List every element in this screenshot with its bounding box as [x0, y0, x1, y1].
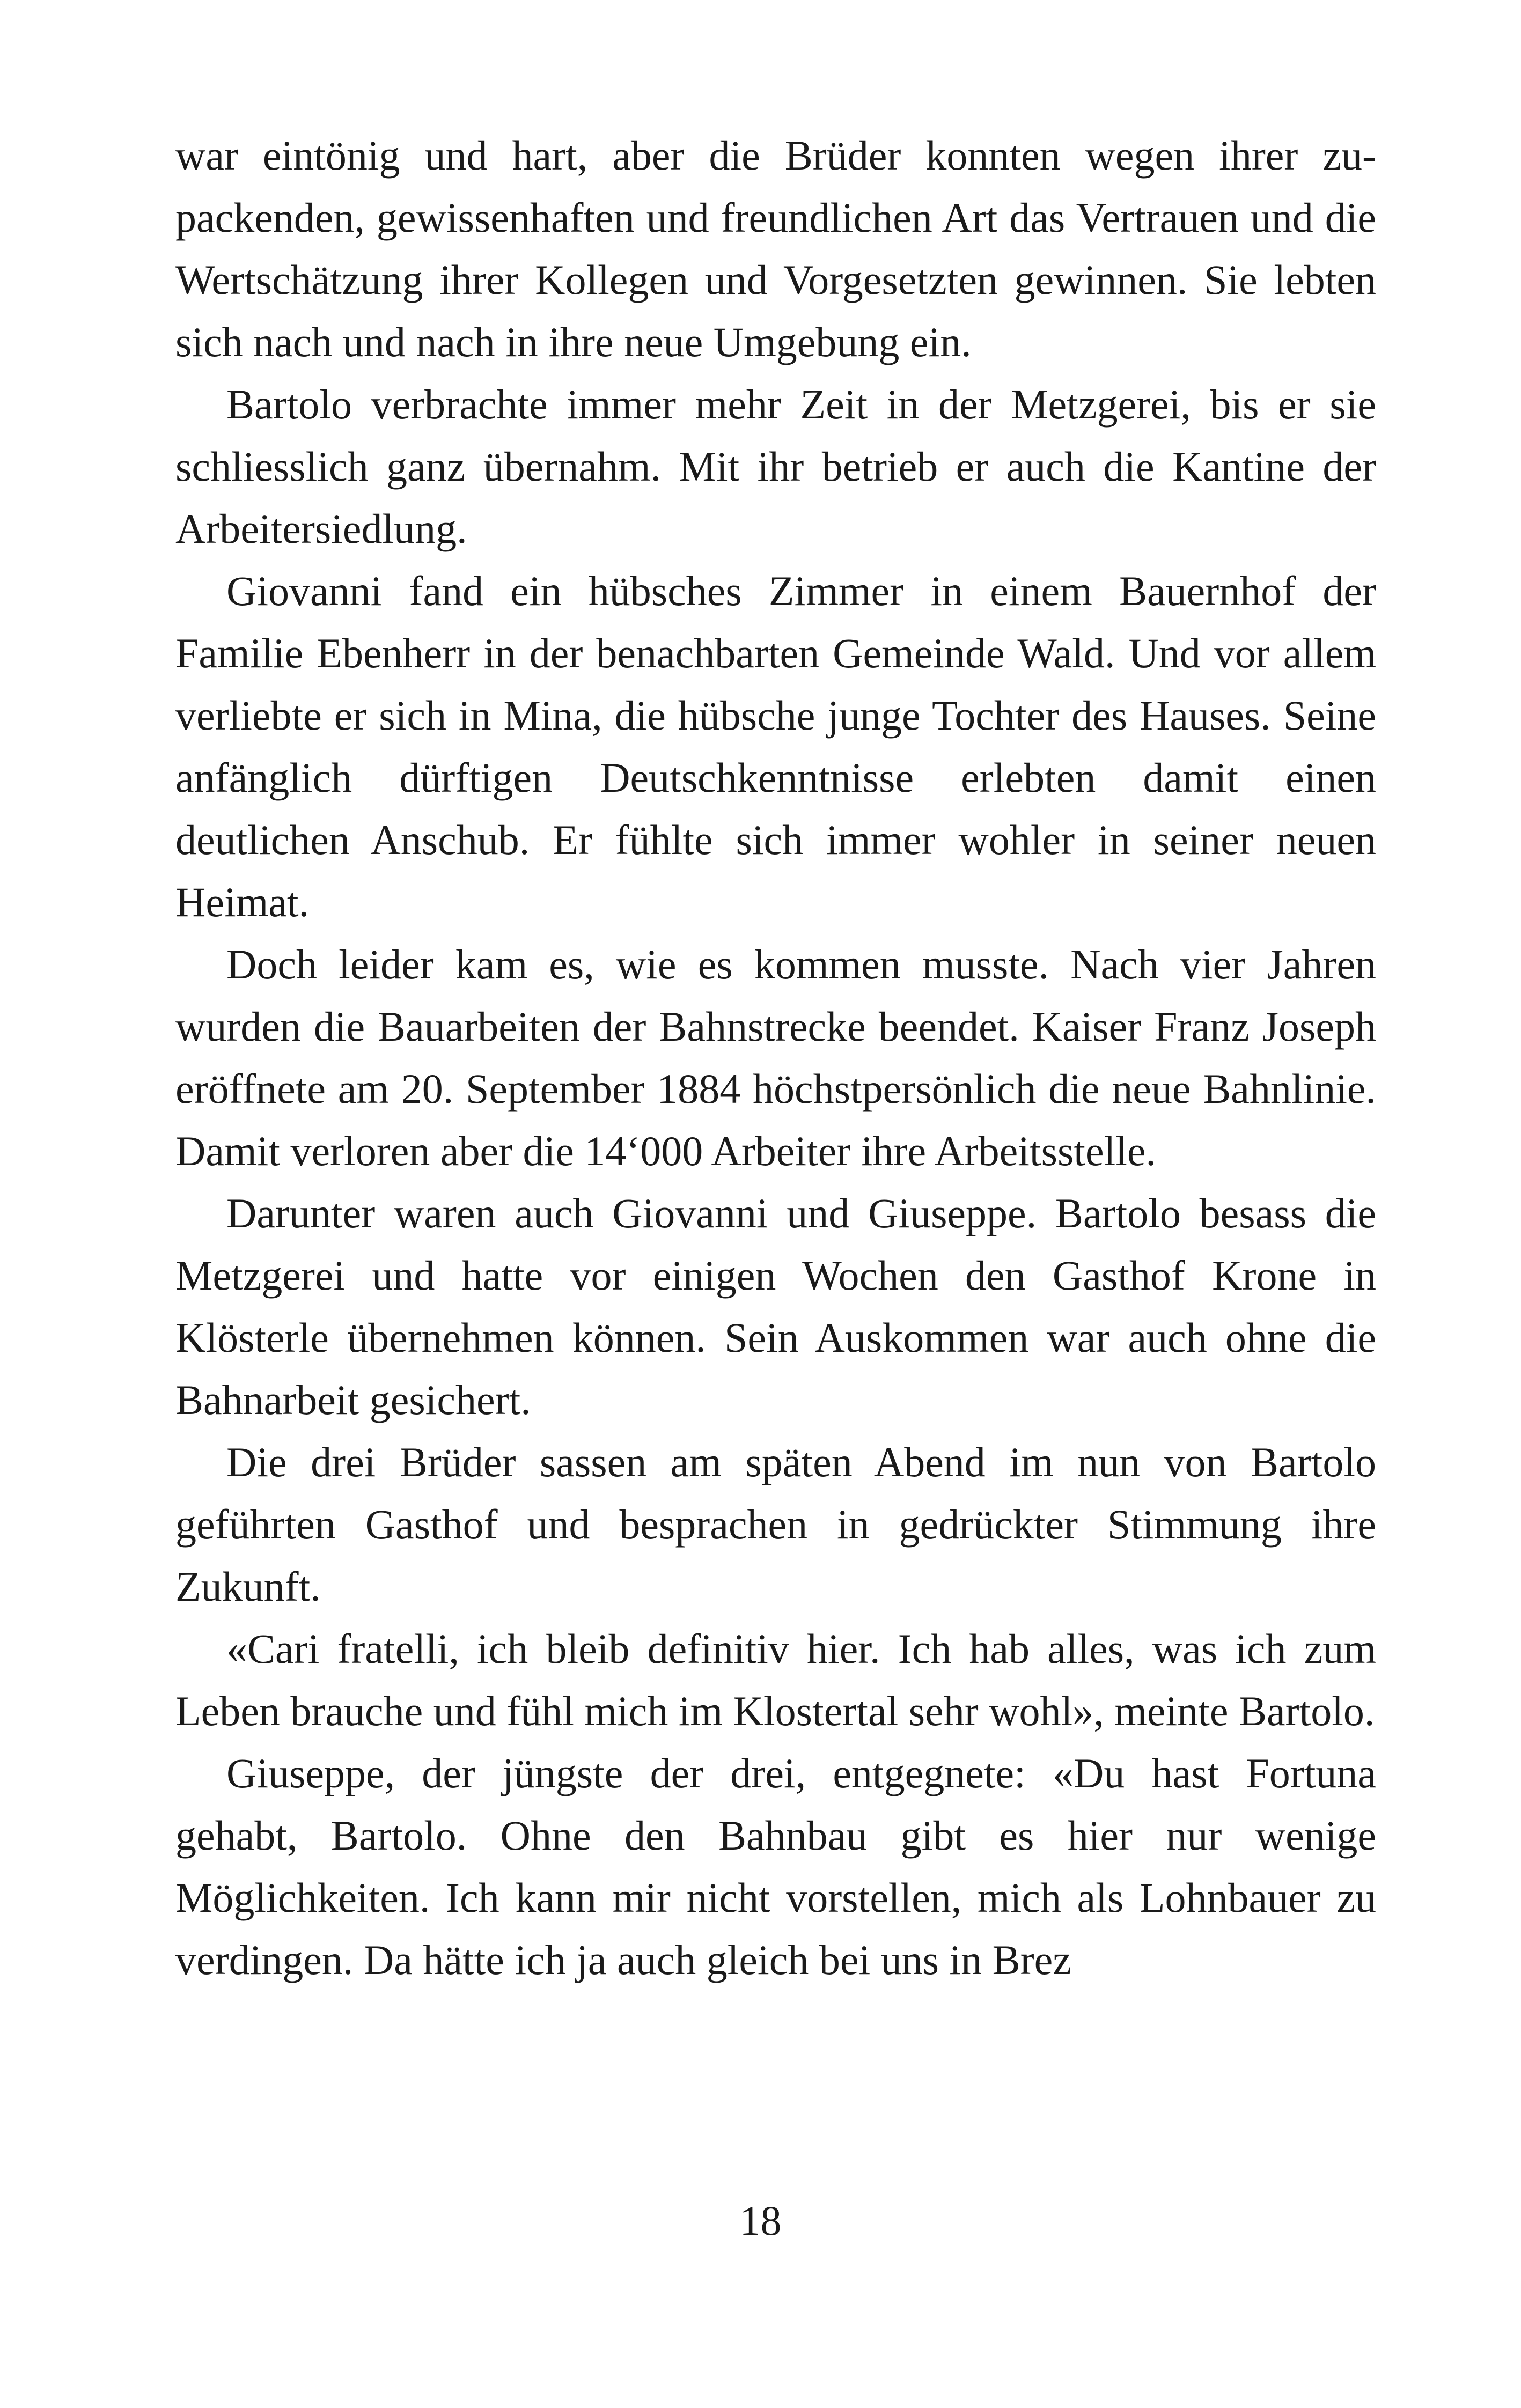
body-text [175, 124, 1376, 1991]
paragraph-1: war eintönig und hart, aber die Brüder konnten wegen ihrer zupackenden, gewissenhaften und freundlichen Art das Vertrauen und die Wertschätzung ihrer Kollegen und Vorgesetzten gewinnen. Sie lebten sich nach und nach in ihre neue Umgebung ein. [175, 132, 1376, 365]
page-number: 18 [739, 2197, 782, 2244]
paragraph-8: Giuseppe, der jüngste der drei, entgegnete: «Du hast Fortuna gehabt, Bartolo. Ohne den Bahnbau gibt es hier nur wenige Möglichkeiten. Ich kann mir nicht vorstellen, mich als Lohnbauer zu verdingen. Da hätte ich ja auch gleich bei uns in Brez [175, 1750, 1376, 1983]
paragraph-6: Die drei Brüder sassen am späten Abend im nun von Bartolo geführten Gasthof und besprachen in gedrückter Stimmung ihre Zukunft. [175, 1439, 1376, 1610]
paragraph-4: Doch leider kam es, wie es kommen musste. Nach vier Jahren wurden die Bauarbeiten der Bahnstrecke beendet. Kaiser Franz Joseph eröffnete am 20. September 1884 höchstpersönlich die neue Bahnlinie. Damit verloren aber die 14‘000 Arbeiter ihre Arbeitsstelle. [175, 941, 1376, 1174]
paragraph-2: Bartolo verbrachte immer mehr Zeit in der Metzgerei, bis er sie schliesslich ganz übernahm. Mit ihr betrieb er auch die Kantine der Arbeitersiedlung. [175, 381, 1376, 552]
paragraph-5: Darunter waren auch Giovanni und Giuseppe. Bartolo besass die Metzgerei und hatte vor einigen Wochen den Gasthof Krone in Klösterle übernehmen können. Sein Auskommen war auch ohne die Bahnarbeit gesichert. [175, 1190, 1376, 1423]
paragraph-7: «Cari fratelli, ich bleib definitiv hier. Ich hab alles, was ich zum Leben brauche und fühl mich im Klostertal sehr wohl», meinte Bartolo. [175, 1625, 1376, 1734]
paragraph-3: Giovanni fand ein hübsches Zimmer in einem Bauernhof der Familie Ebenherr in der benachbarten Gemeinde Wald. Und vor allem verliebte er sich in Mina, die hübsche junge Tochter des Hauses. Seine anfänglich dürftigen Deutschkenntnisse erlebten damit einen deutlichen Anschub. Er fühlte sich immer wohler in seiner neuen Heimat. [175, 568, 1376, 925]
